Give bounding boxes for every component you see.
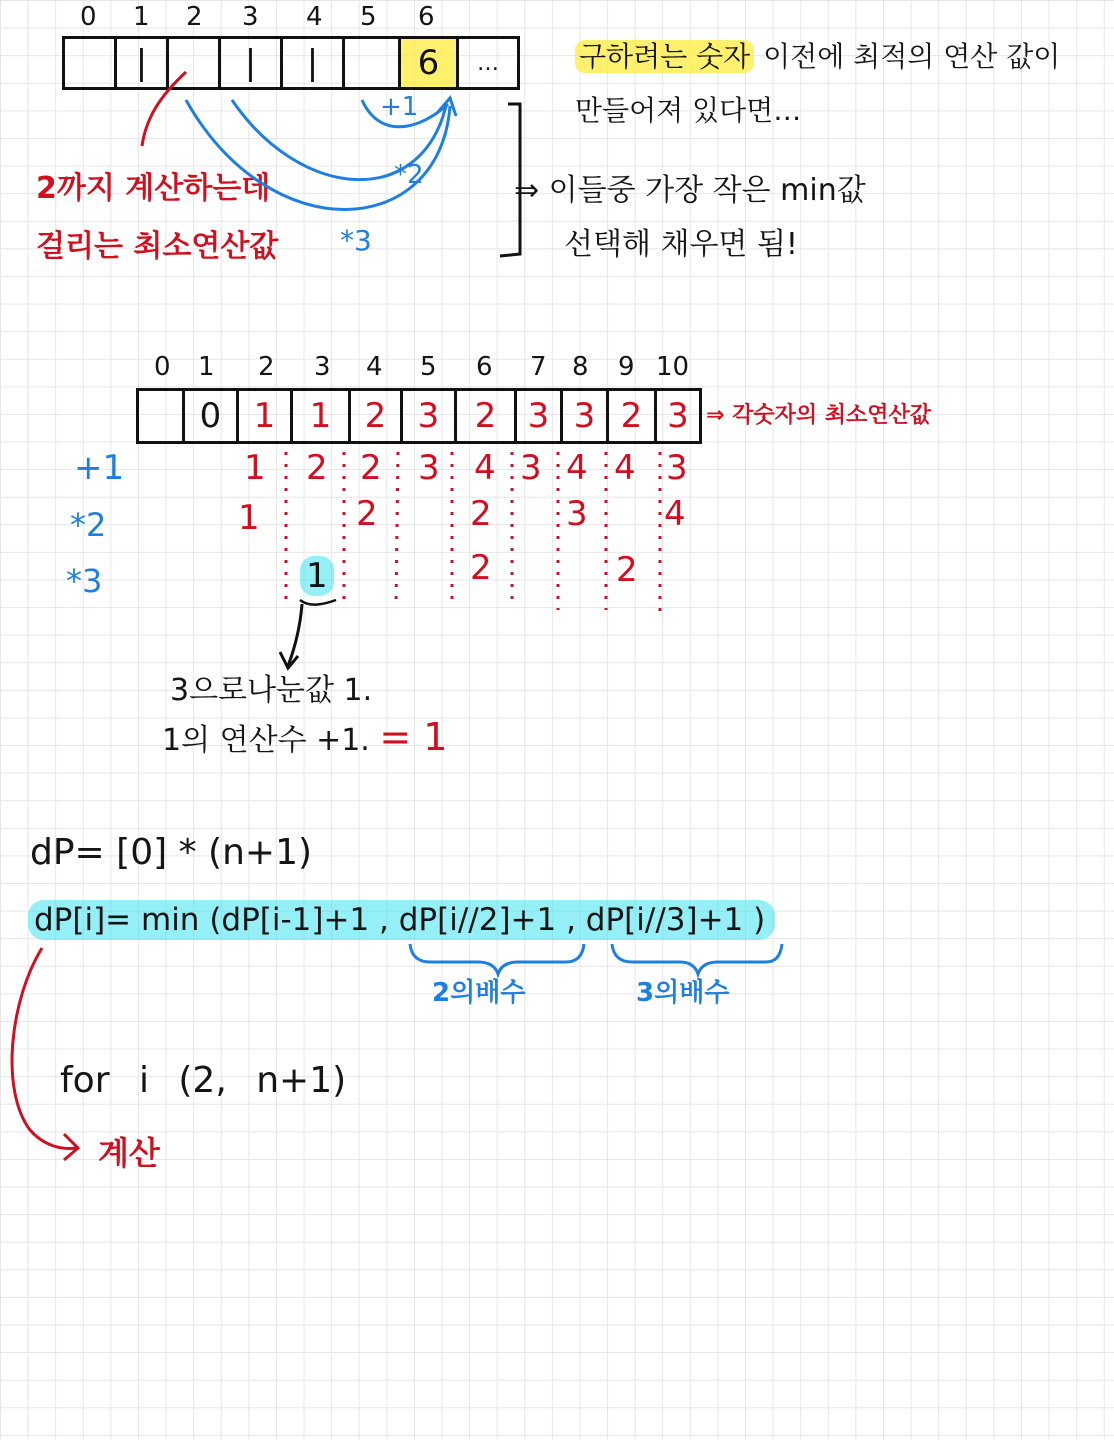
dp-cell: 3	[667, 396, 689, 436]
times2-value: 2	[470, 494, 492, 534]
plus1-value: 4	[474, 448, 496, 488]
dp-cell: 1	[239, 391, 293, 441]
explain-result: = 1	[379, 715, 448, 759]
note-left-1: 2까지 계산하는데	[36, 171, 271, 206]
times2-value: 3	[566, 494, 588, 534]
dp-cell: 3	[517, 391, 563, 441]
cell: |	[221, 39, 283, 87]
cell-ellipsis: …	[477, 50, 499, 76]
dp-cell: 2	[351, 391, 403, 441]
index-2: 2	[186, 2, 203, 32]
bracket	[500, 104, 520, 256]
explain-arrow	[288, 604, 302, 666]
arc-plus1	[362, 100, 448, 127]
note-left-2: 걸리는 최소연산값	[36, 229, 279, 264]
index: 0	[154, 352, 171, 382]
index: 9	[618, 352, 635, 382]
plus1-value: 3	[520, 448, 542, 488]
times2-value: 2	[356, 494, 378, 534]
dotted-separators	[286, 452, 660, 612]
note-line-2: 만들어져 있다면…	[575, 94, 802, 127]
plus1-value: 3	[666, 448, 688, 488]
dp-cell: 3	[563, 391, 609, 441]
plus1-value: 2	[306, 448, 328, 488]
index: 6	[476, 352, 493, 382]
dp-cell: 1	[293, 391, 351, 441]
times3-value: 2	[470, 548, 492, 588]
explain-line-2: 1의 연산수 +1.	[162, 723, 370, 758]
calc-label: 계산	[98, 1134, 160, 1172]
brace-3	[612, 944, 782, 974]
index: 2	[258, 352, 275, 382]
times3-value: 2	[616, 550, 638, 590]
times2-value: 1	[238, 498, 260, 538]
note-right-2: 선택해 채우면 됨!	[564, 227, 798, 262]
brace-2	[410, 944, 584, 974]
brace-label-2: 2의배수	[432, 978, 526, 1008]
code-line-1: dP= [0] * (n+1)	[30, 832, 313, 873]
times3-value-highlighted: 1	[300, 556, 334, 596]
row-label-times3: *3	[66, 562, 103, 600]
brace-label-3: 3의배수	[636, 978, 730, 1008]
dp-cell: 0	[185, 391, 239, 441]
index: 4	[366, 352, 383, 382]
index-3: 3	[242, 2, 259, 32]
cell: |	[117, 39, 169, 87]
note-line-1: 이전에 최적의 연산 값이	[763, 40, 1061, 73]
plus1-value: 4	[566, 448, 588, 488]
times2-value: 4	[664, 494, 686, 534]
explain-line-1: 3으로나눈값 1.	[170, 673, 373, 708]
dp-cell: 3	[403, 391, 457, 441]
row-label-times2: *2	[70, 506, 107, 544]
arc-times3	[186, 100, 450, 210]
dp-note: ⇒ 각숫자의 최소연산값	[706, 403, 932, 428]
index: 3	[314, 352, 331, 382]
dp-cell: 2	[609, 391, 657, 441]
red-pointer-line	[142, 72, 186, 146]
op-times2: *2	[394, 160, 424, 190]
code-line-2: dP[i]= min (dP[i-1]+1 , dP[i//2]+1 , dP[i//3]+1 )	[28, 900, 775, 940]
index-0: 0	[80, 2, 97, 32]
plus1-value: 1	[244, 448, 266, 488]
dp-cell: 2	[457, 391, 517, 441]
op-times3: *3	[340, 224, 372, 257]
row-label-plus1: +1	[74, 448, 125, 488]
index: 1	[198, 352, 215, 382]
index-4: 4	[306, 2, 323, 32]
note-right-1: ⇒ 이들중 가장 작은 min값	[514, 173, 866, 208]
plus1-value: 3	[418, 448, 440, 488]
note-highlight: 구하려는 숫자	[575, 40, 754, 73]
op-plus1: +1	[380, 92, 419, 122]
index: 5	[420, 352, 437, 382]
arc-times2	[232, 100, 446, 180]
index-6: 6	[418, 2, 435, 32]
plus1-value: 2	[360, 448, 382, 488]
index: 10	[656, 352, 690, 382]
loop-line: for i (2, n+1)	[60, 1060, 347, 1101]
cell-target: 6	[401, 39, 459, 87]
index-5: 5	[360, 2, 377, 32]
cell: |	[283, 39, 345, 87]
squiggle	[300, 600, 336, 605]
calc-arrow	[12, 948, 76, 1148]
plus1-value: 4	[614, 448, 636, 488]
index: 7	[530, 352, 547, 382]
index-1: 1	[133, 2, 150, 32]
index: 8	[572, 352, 589, 382]
